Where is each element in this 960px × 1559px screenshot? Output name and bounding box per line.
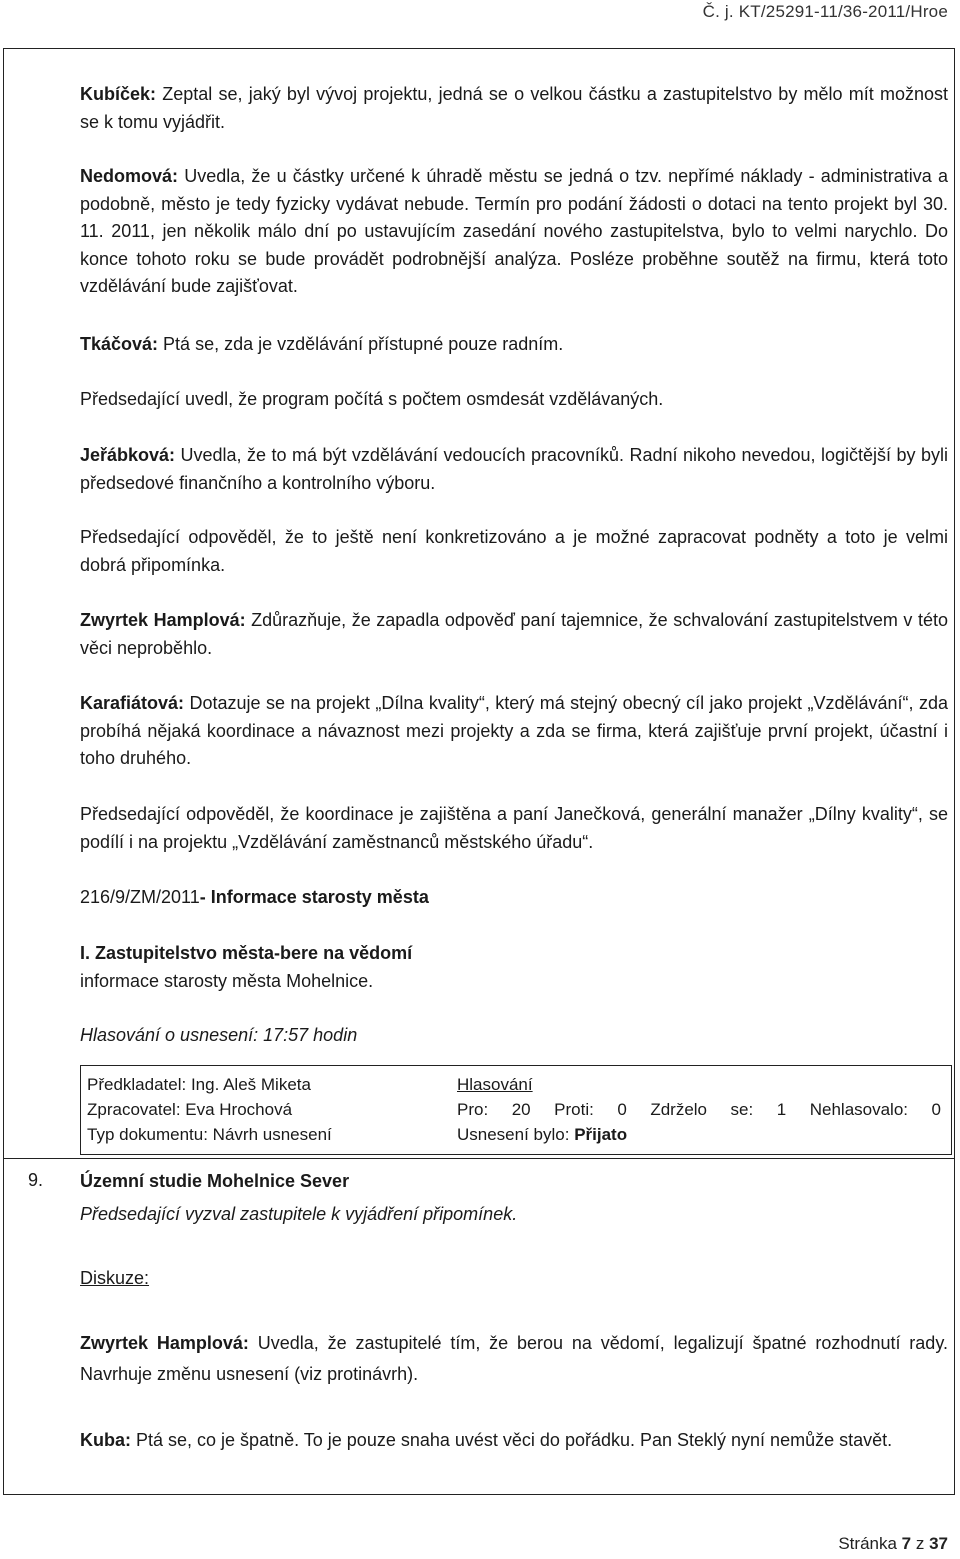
speaker-text: Zeptal se, jaký byl vývoj projektu, jedná se o velkou částku a zastupitelstvo by mělo mít možnost se k tomu vyjádřit. — [80, 84, 948, 132]
speaker-name: Tkáčová: — [80, 334, 159, 354]
document-type: Typ dokumentu: Návrh usnesení — [87, 1125, 332, 1144]
speaker-text: Dotazuje se na projekt „Dílna kvality“, který má stejný obecný cíl jako projekt „Vzdělávání“, zda probíhá nějaká koordinace a návaznost mezi projekty a zda se firma, která zajišťuje první projekt, účastní i toho druhého. — [80, 693, 948, 768]
resolution-body — [80, 940, 948, 995]
zpracovatel: Zpracovatel: Eva Hrochová — [87, 1100, 293, 1119]
speaker-text: Uvedla, že to má být vzdělávání vedoucích pracovníků. Radní nikoho nevedou, logičtější by byli předsedové finančního a kontrolního výboru. — [80, 445, 948, 493]
section-divider — [3, 1158, 955, 1159]
vote-counts: Pro: 20 Proti: 0 Zdrželo se: 1 Nehlasovalo: 0 — [457, 1100, 941, 1119]
resolution-text: informace starosty města Mohelnice. — [80, 970, 374, 991]
paragraph-predsedajici-3: Předsedající odpověděl, že koordinace je zajištěna a paní Janečková, generální manažer „Dílny kvality“, se podílí i na projektu „Vzdělávání zaměstnanců městského úřadu“. — [80, 804, 948, 852]
paragraph-tkacova — [80, 331, 948, 359]
paragraph-zwyrtek-2 — [80, 1328, 948, 1390]
speaker-name: Kubíček: — [80, 84, 157, 104]
speaker-text: Ptá se, co je špatně. To je pouze snaha uvést věci do pořádku. Pan Steklý nyní nemůže stavět. — [131, 1430, 893, 1450]
page-footer — [838, 1534, 948, 1554]
item-number: 9. — [28, 1170, 44, 1190]
speaker-name: Zwyrtek Hamplová: — [80, 610, 246, 630]
predkladatel: Předkladatel: Ing. Aleš Miketa — [87, 1075, 311, 1094]
item-intro: Předsedající vyzval zastupitele k vyjádření připomínek. — [80, 1204, 518, 1224]
paragraph-nedomova — [80, 163, 948, 301]
resolution-title: - Informace starosty města — [199, 887, 429, 907]
speaker-text: Uvedla, že zastupitelé tím, že berou na vědomí, legalizují špatné rozhodnutí rady. Navrhuje změnu usnesení (viz protinávrh). — [80, 1333, 948, 1384]
paragraph-predsedajici-1: Předsedající uvedl, že program počítá s počtem osmdesát vzdělávaných. — [80, 389, 664, 409]
speaker-name: Jeřábková: — [80, 445, 176, 465]
paragraph-zwyrtek-1 — [80, 607, 948, 662]
document-reference: Č. j. KT/25291-11/36-2011/Hroe — [702, 2, 948, 21]
page-sep: z — [911, 1534, 930, 1553]
speaker-text: Zdůrazňuje, že zapadla odpověď paní tajemnice, že schvalování zastupitelstvem v této věci neproběhlo. — [80, 610, 948, 658]
paragraph-kuba — [80, 1425, 948, 1456]
vote-result — [457, 1122, 627, 1147]
vote-label: Hlasování — [457, 1075, 533, 1094]
speaker-name: Zwyrtek Hamplová: — [80, 1333, 249, 1353]
discussion-label: Diskuze: — [80, 1268, 150, 1288]
resolution-number: 216/9/ZM/2011 — [80, 887, 200, 907]
page-current: 7 — [901, 1534, 912, 1553]
page-label: Stránka — [838, 1534, 902, 1553]
paragraph-predsedajici-2: Předsedající odpověděl, že to ještě není konkretizováno a je možné zapracovat podněty a toto je velmi dobrá připomínka. — [80, 527, 948, 575]
speaker-name: Nedomová: — [80, 166, 179, 186]
speaker-text: Ptá se, zda je vzdělávání přístupné pouze radním. — [158, 334, 564, 354]
resolution-heading — [80, 884, 948, 912]
speaker-name: Kuba: — [80, 1430, 131, 1450]
resolution-clause: I. Zastupitelstvo města-bere na vědomí — [80, 943, 413, 963]
page-total: 37 — [929, 1534, 948, 1553]
paragraph-jerabkova — [80, 442, 948, 497]
speaker-name: Karafiátová: — [80, 693, 185, 713]
vote-box — [80, 1065, 952, 1155]
speaker-text: Uvedla, že u částky určené k úhradě městu se jedná o tzv. nepřímé náklady - administrativa a podobně, město je tedy fyzicky vydávat nebude. Termín pro podání žádosti o dotaci na tento projekt byl 30. 11. 2011, jen několik málo dní po ustavujícím zasedání nového zastupitelstva, bylo to velmi narychlo. Do konce tohoto roku se bude provádět podrobnější analýza. Posléze proběhne soutěž na firmu, která toto vzdělávání bude zajišťovat. — [80, 166, 948, 296]
item-title: Územní studie Mohelnice Sever — [80, 1171, 350, 1191]
paragraph-kubicek — [80, 81, 948, 136]
vote-result-value: Přijato — [574, 1125, 628, 1144]
vote-time: Hlasování o usnesení: 17:57 hodin — [80, 1025, 358, 1045]
paragraph-karafiatova — [80, 690, 948, 773]
vote-result-label: Usnesení bylo: — [457, 1125, 575, 1144]
